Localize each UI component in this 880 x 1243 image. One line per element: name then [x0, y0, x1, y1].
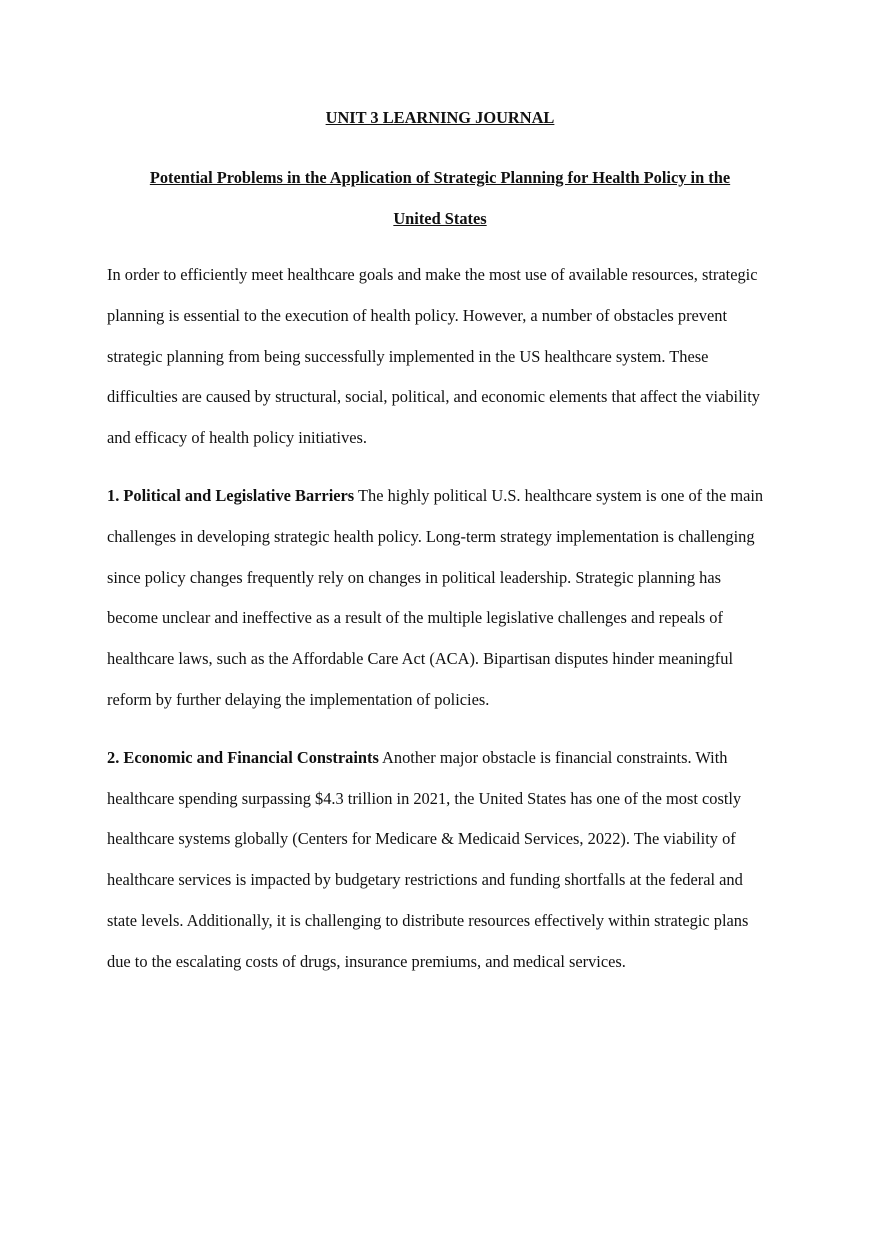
document-subtitle [107, 157, 773, 239]
document-title: UNIT 3 LEARNING JOURNAL [325, 108, 555, 127]
section-heading: 1. Political and Legislative Barriers [107, 485, 355, 505]
section-heading: 2. Economic and Financial Constraints [107, 747, 379, 767]
section-body: The highly political U.S. healthcare system is one of the main challenges in developing strategic health policy. Long-term strategy implementation is challenging since policy changes frequently rely on changes in political leadership. Strategic planning has become unclear and ineffective as a result of the multiple legislative challenges and repeals of healthcare laws, such as the Affordable Care Act (ACA). Bipartisan disputes hinder meaningful reform by further delaying the implementation of policies. [107, 485, 764, 709]
subtitle-line-1: Potential Problems in the Application of Strategic Planning for Health Policy in the [149, 168, 731, 187]
intro-paragraph: In order to efficiently meet healthcare goals and make the most use of available resources, strategic planning is essential to the execution of health policy. However, a number of obstacles prevent strategic planning from being successfully implemented in the US healthcare system. These difficulties are caused by structural, social, political, and economic elements that affect the viability and efficacy of health policy initiatives. [107, 265, 760, 448]
section-economic-constraints [107, 738, 773, 983]
section-body: Another major obstacle is financial constraints. With healthcare spending surpassing $4.3 trillion in 2021, the United States has one of the most costly healthcare systems globally (Centers for Medicare & Medicaid Services, 2022). The viability of healthcare services is impacted by budgetary restrictions and funding shortfalls at the federal and state levels. Additionally, it is challenging to distribute resources effectively within strategic plans due to the escalating costs of drugs, insurance premiums, and medical services. [107, 747, 749, 971]
subtitle-line-2: United States [393, 209, 487, 228]
section-political-barriers [107, 476, 773, 721]
document-body [107, 99, 773, 1000]
